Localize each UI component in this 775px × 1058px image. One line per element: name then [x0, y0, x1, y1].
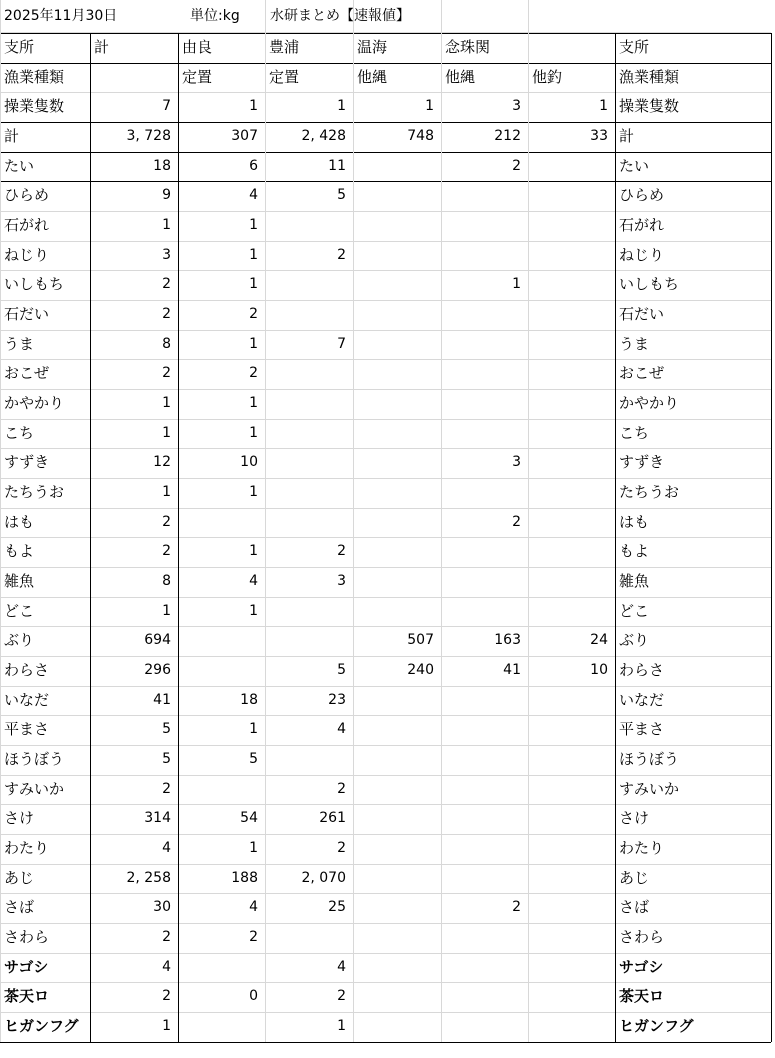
table-cell: 1 [337, 98, 346, 115]
table-cell [441, 982, 528, 1012]
table-cell [353, 804, 441, 834]
table-cell: 8 [162, 573, 171, 590]
table-cell: 1 [249, 98, 258, 115]
table-cell [528, 715, 615, 745]
table-cell [265, 478, 353, 508]
row-label: わらさ [4, 661, 50, 680]
table-cell [353, 300, 441, 330]
table-cell: 1 [249, 335, 258, 352]
row-label: さば [4, 898, 35, 917]
table-cell: 他縄 [357, 67, 388, 86]
table-cell [265, 508, 353, 538]
row-gridline [0, 1042, 771, 1043]
table-cell: 0 [249, 988, 258, 1005]
row-label-right: 茶天ロ [619, 987, 665, 1006]
table-cell [178, 626, 265, 656]
row-label-right: おこぜ [619, 364, 665, 383]
table-cell [528, 448, 615, 478]
table-cell [265, 745, 353, 775]
row-label: 支所 [4, 38, 35, 56]
table-cell [178, 775, 265, 805]
row-label-right: たちうお [619, 483, 680, 502]
table-cell [353, 923, 441, 953]
row-label: 石がれ [4, 216, 50, 235]
table-cell [265, 419, 353, 449]
table-cell [353, 893, 441, 923]
table-cell: 2 [512, 157, 521, 174]
table-cell: 18 [153, 157, 171, 174]
table-cell: 163 [494, 632, 521, 649]
table-cell: 212 [494, 128, 521, 144]
table-cell [353, 1012, 441, 1042]
row-label: うま [4, 334, 35, 353]
table-cell: 2 [337, 246, 346, 263]
table-cell: 5 [337, 187, 346, 204]
table-cell [528, 1012, 615, 1042]
row-label: あじ [4, 868, 35, 887]
table-cell: 定置 [269, 67, 300, 86]
table-cell: 1 [162, 395, 171, 412]
table-cell: 240 [407, 662, 434, 679]
table-cell [441, 686, 528, 716]
table-cell [178, 656, 265, 686]
table-cell: 2 [512, 513, 521, 530]
table-cell: 2 [162, 306, 171, 323]
table-cell [441, 478, 528, 508]
table-cell: 5 [337, 662, 346, 679]
table-cell [528, 567, 615, 597]
table-cell [353, 211, 441, 241]
table-cell [353, 982, 441, 1012]
table-cell [441, 597, 528, 627]
table-cell: 2 [337, 780, 346, 797]
table-cell [353, 448, 441, 478]
table-cell [528, 686, 615, 716]
table-cell [528, 508, 615, 538]
table-cell: 他釣 [532, 67, 563, 86]
table-cell: 12 [153, 454, 171, 471]
row-label: ぶり [4, 631, 35, 650]
table-cell: 豊浦 [269, 38, 300, 56]
table-cell [528, 389, 615, 419]
row-label-right: かやかり [619, 394, 680, 413]
table-cell [353, 478, 441, 508]
row-label: わたり [4, 839, 50, 858]
table-cell: 9 [162, 187, 171, 204]
row-label: 計 [4, 127, 20, 145]
row-label-right: サゴシ [619, 957, 664, 976]
table-cell [353, 508, 441, 538]
table-cell: 7 [337, 335, 346, 352]
report-date: 2025年11月30日 [4, 8, 118, 24]
table-cell: 1 [162, 484, 171, 501]
table-cell [441, 775, 528, 805]
row-label-right: こち [619, 423, 650, 442]
row-label: ヒガンフグ [4, 1017, 79, 1036]
row-label: 雑魚 [4, 572, 35, 591]
table-cell: 4 [249, 187, 258, 204]
row-label-right: あじ [619, 868, 650, 887]
table-cell [353, 775, 441, 805]
table-cell [353, 686, 441, 716]
table-cell: 念珠関 [445, 38, 491, 56]
table-cell: 1 [512, 276, 521, 293]
table-cell: 307 [231, 128, 258, 144]
table-cell: 1 [249, 217, 258, 234]
table-cell: 1 [162, 602, 171, 619]
row-label: ほうぼう [4, 750, 65, 769]
table-cell: 694 [144, 632, 171, 649]
table-cell: 4 [337, 721, 346, 738]
row-label-right: わたり [619, 839, 665, 858]
row-label-right: さわら [619, 928, 665, 947]
table-cell: 8 [162, 335, 171, 352]
row-label-right: ぶり [619, 631, 650, 650]
table-cell [265, 270, 353, 300]
table-cell: 54 [240, 810, 258, 827]
table-cell [441, 834, 528, 864]
table-cell [528, 478, 615, 508]
table-cell: 2 [337, 543, 346, 560]
column-gridline [771, 33, 772, 1042]
row-label-right: 石だい [619, 305, 665, 324]
table-cell: 1 [249, 484, 258, 501]
row-label: もよ [4, 542, 35, 561]
table-cell: 5 [249, 751, 258, 768]
table-cell [441, 537, 528, 567]
table-cell [353, 864, 441, 894]
table-cell: 計 [94, 38, 110, 56]
table-cell [265, 597, 353, 627]
table-cell [441, 745, 528, 775]
table-cell [441, 567, 528, 597]
table-cell [353, 834, 441, 864]
row-label: すずき [4, 453, 50, 472]
row-label: どこ [4, 601, 35, 620]
row-label-right: わらさ [619, 661, 665, 680]
table-cell [90, 63, 178, 93]
table-cell [528, 359, 615, 389]
table-cell: 2 [249, 365, 258, 382]
row-label: ひらめ [4, 186, 50, 205]
table-cell [353, 537, 441, 567]
table-cell: 1 [162, 1018, 171, 1035]
table-cell [528, 597, 615, 627]
row-label-right: 石がれ [619, 216, 665, 235]
row-label-right: もよ [619, 542, 650, 561]
table-cell [528, 834, 615, 864]
table-cell: 25 [328, 899, 346, 916]
table-cell: 2 [162, 543, 171, 560]
table-cell: 1 [599, 98, 608, 115]
row-label-right: うま [619, 334, 650, 353]
table-cell [441, 804, 528, 834]
table-cell: 6 [249, 157, 258, 174]
table-cell [353, 419, 441, 449]
table-cell: 4 [337, 958, 346, 975]
row-label-right: ひらめ [619, 186, 665, 205]
table-cell [441, 953, 528, 983]
table-cell [528, 745, 615, 775]
table-cell [528, 804, 615, 834]
table-cell [353, 181, 441, 211]
table-cell: 1 [425, 98, 434, 115]
row-label-right: たい [619, 156, 650, 175]
row-label: たい [4, 156, 35, 175]
table-cell: 2 [162, 365, 171, 382]
table-cell [441, 359, 528, 389]
table-cell: 1 [249, 276, 258, 293]
table-cell: 2 [162, 780, 171, 797]
table-cell [353, 389, 441, 419]
table-cell: 2 [249, 306, 258, 323]
table-cell: 2, 428 [301, 128, 346, 144]
table-cell: 2 [162, 276, 171, 293]
table-cell: 4 [162, 958, 171, 975]
row-label: いしもち [4, 275, 65, 294]
table-cell: 7 [162, 98, 171, 115]
row-label-right: 支所 [619, 38, 650, 56]
row-label: 漁業種類 [4, 67, 65, 86]
table-cell: 1 [249, 395, 258, 412]
table-cell [528, 923, 615, 953]
row-label: さけ [4, 809, 35, 828]
table-cell: 1 [249, 246, 258, 263]
table-cell [353, 152, 441, 182]
table-cell [528, 181, 615, 211]
table-cell: 33 [590, 128, 608, 144]
table-cell: 314 [144, 810, 171, 827]
table-cell: 24 [590, 632, 608, 649]
table-cell: 4 [249, 573, 258, 590]
table-cell [528, 775, 615, 805]
row-label: こち [4, 423, 35, 442]
table-cell [353, 241, 441, 271]
table-cell [528, 537, 615, 567]
row-label-right: 漁業種類 [619, 67, 680, 86]
table-cell [441, 1012, 528, 1042]
row-label: たちうお [4, 483, 65, 502]
table-cell: 261 [319, 810, 346, 827]
table-cell: 温海 [357, 38, 388, 56]
table-cell [265, 448, 353, 478]
row-label-right: 計 [619, 127, 635, 145]
table-cell: 2 [512, 899, 521, 916]
row-label-right: ヒガンフグ [619, 1017, 694, 1036]
table-cell: 41 [153, 691, 171, 708]
table-cell: 由良 [182, 38, 213, 56]
row-label-right: すみいか [619, 779, 680, 798]
table-cell: 18 [240, 691, 258, 708]
table-cell [441, 923, 528, 953]
table-cell: 4 [162, 840, 171, 857]
table-cell: 507 [407, 632, 434, 649]
table-cell: 1 [249, 840, 258, 857]
row-label: 平まさ [4, 720, 50, 739]
table-cell [353, 953, 441, 983]
table-cell [441, 181, 528, 211]
row-label-right: ほうぼう [619, 750, 680, 769]
table-cell [178, 1012, 265, 1042]
table-cell [265, 359, 353, 389]
table-cell: 11 [328, 157, 346, 174]
row-label: 操業隻数 [4, 97, 65, 116]
table-cell: 2 [162, 929, 171, 946]
table-cell [353, 567, 441, 597]
table-cell [528, 330, 615, 360]
table-cell [353, 330, 441, 360]
row-label: はも [4, 512, 35, 531]
table-cell [441, 864, 528, 894]
table-cell: 1 [162, 217, 171, 234]
table-cell: 3, 728 [126, 128, 171, 144]
table-cell [441, 330, 528, 360]
table-cell: 4 [249, 899, 258, 916]
table-cell: 2 [337, 988, 346, 1005]
table-cell: 1 [337, 1018, 346, 1035]
row-label-right: すずき [619, 453, 665, 472]
table-cell [441, 389, 528, 419]
table-cell: 30 [153, 899, 171, 916]
table-cell: 5 [162, 721, 171, 738]
table-cell: 23 [328, 691, 346, 708]
table-cell [528, 419, 615, 449]
table-cell [528, 300, 615, 330]
table-cell: 41 [503, 662, 521, 679]
row-label-right: さば [619, 898, 650, 917]
table-cell: 2 [337, 840, 346, 857]
report-title: 水研まとめ【速報値】 [270, 8, 410, 24]
table-cell: 5 [162, 751, 171, 768]
row-label-right: 操業隻数 [619, 97, 680, 116]
row-label: おこぜ [4, 364, 50, 383]
table-cell [265, 300, 353, 330]
row-label: 茶天ロ [4, 987, 50, 1006]
row-label: 石だい [4, 305, 50, 324]
table-cell [441, 241, 528, 271]
row-label-right: 平まさ [619, 720, 665, 739]
row-label: サゴシ [4, 957, 49, 976]
table-cell [528, 270, 615, 300]
table-cell [528, 953, 615, 983]
row-label-right: 雑魚 [619, 572, 650, 591]
table-cell: 1 [249, 721, 258, 738]
row-label: さわら [4, 928, 50, 947]
table-cell: 3 [162, 246, 171, 263]
unit-label: 単位:kg [190, 8, 240, 24]
table-cell [528, 893, 615, 923]
table-cell: 2, 258 [126, 869, 171, 886]
table-cell: 748 [407, 128, 434, 144]
row-label-right: はも [619, 512, 650, 531]
table-cell: 1 [249, 543, 258, 560]
table-cell [178, 508, 265, 538]
row-label: すみいか [4, 779, 65, 798]
table-cell [178, 953, 265, 983]
row-label-right: いしもち [619, 275, 680, 294]
table-cell: 1 [162, 424, 171, 441]
table-cell [265, 626, 353, 656]
row-label-right: どこ [619, 601, 650, 620]
table-cell: 188 [231, 869, 258, 886]
table-cell: 10 [590, 662, 608, 679]
table-cell: 他縄 [445, 67, 476, 86]
table-cell [528, 982, 615, 1012]
table-cell: 10 [240, 454, 258, 471]
table-cell: 3 [337, 573, 346, 590]
table-cell [528, 33, 615, 63]
table-cell [441, 300, 528, 330]
table-cell [441, 715, 528, 745]
table-cell [265, 211, 353, 241]
row-label: いなだ [4, 690, 50, 709]
table-cell: 1 [249, 424, 258, 441]
row-label-right: さけ [619, 809, 650, 828]
table-cell [265, 389, 353, 419]
table-cell [353, 715, 441, 745]
table-cell [441, 211, 528, 241]
row-label-right: ねじり [619, 245, 665, 264]
table-cell: 2 [162, 513, 171, 530]
table-cell [353, 745, 441, 775]
table-cell [353, 359, 441, 389]
table-cell: 2 [162, 988, 171, 1005]
table-cell [528, 864, 615, 894]
table-cell: 2, 070 [301, 869, 346, 886]
table-cell: 3 [512, 98, 521, 115]
table-cell [353, 597, 441, 627]
table-cell: 296 [144, 662, 171, 679]
table-cell [528, 211, 615, 241]
row-label: ねじり [4, 245, 50, 264]
table-cell [441, 419, 528, 449]
table-cell: 3 [512, 454, 521, 471]
table-cell [528, 241, 615, 271]
table-cell: 1 [249, 602, 258, 619]
table-cell [265, 923, 353, 953]
row-label: かやかり [4, 394, 65, 413]
table-cell [353, 270, 441, 300]
row-label-right: いなだ [619, 690, 665, 709]
table-cell: 2 [249, 929, 258, 946]
table-cell: 定置 [182, 67, 213, 86]
table-cell [528, 152, 615, 182]
